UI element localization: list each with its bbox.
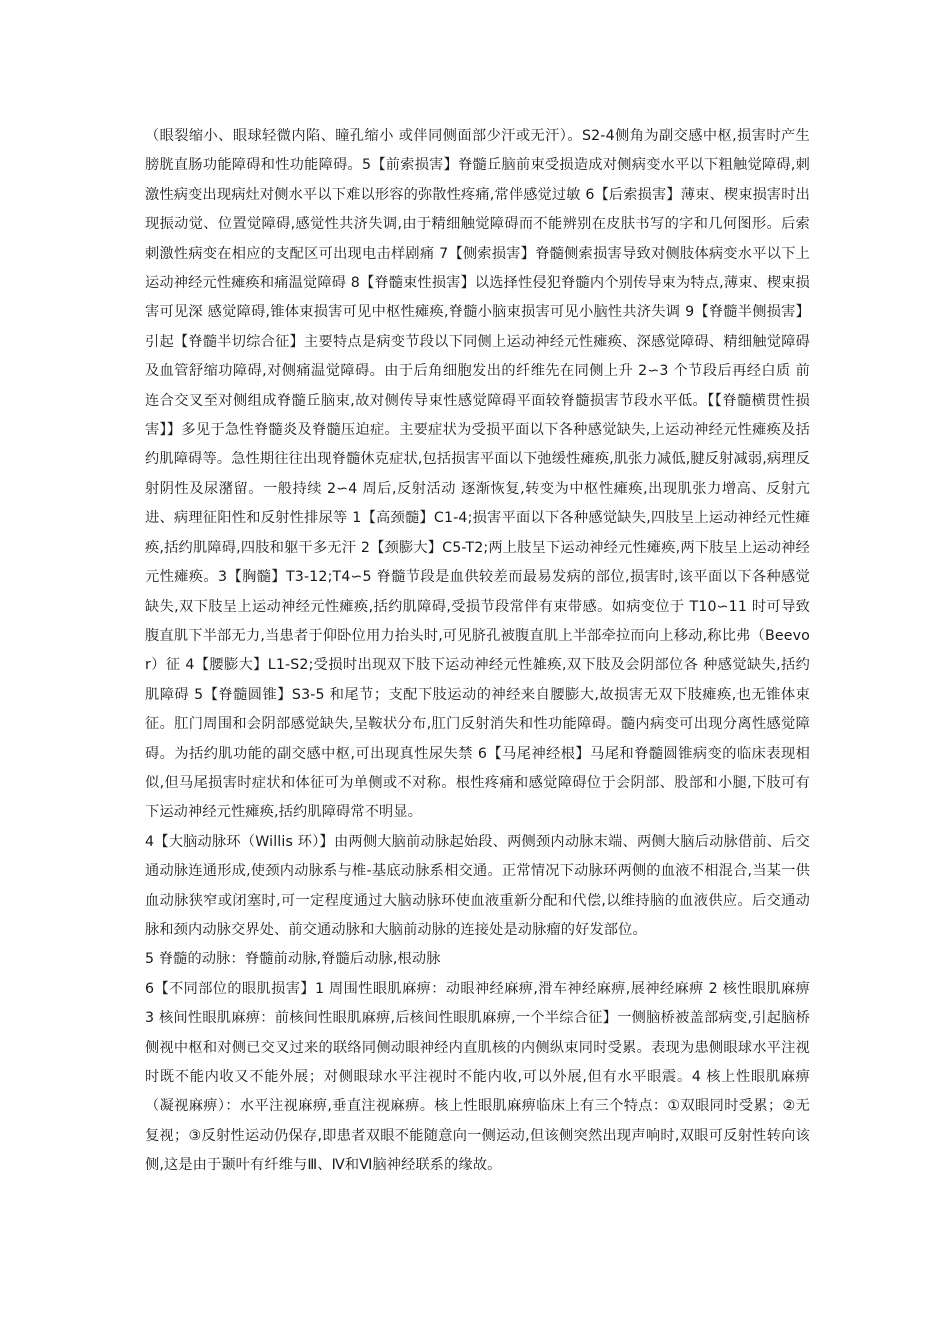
paragraph-eye-muscle-lesions: 6【不同部位的眼肌损害】1 周围性眼肌麻痹：动眼神经麻痹,滑车神经麻痹,展神经麻痹 2 核性眼肌麻痹 3 核间性眼肌麻痹：前核间性眼肌麻痹,后核间性眼肌麻痹,一个半综合征】一侧脑桥被盖部病变,引起脑桥侧视中枢和对侧已交叉过来的联络同侧动眼神经内直肌核的内侧纵束同时受累。表现为患侧眼球水平注视时既不能内收又不能外展；对侧眼球水平注视时不能内收,可以外展,但有水平眼震。4 核上性眼肌麻痹（凝视麻痹）：水平注视麻痹,垂直注视麻痹。核上性眼肌麻痹临床上有三个特点：①双眼同时受累；②无复视；③反射性运动仍保存,即患者双眼不能随意向一侧运动,但该侧突然出现声响时,双眼可反射性转向该侧,这是由于颞叶有纤维与Ⅲ、Ⅳ和Ⅵ脑神经联系的缘故。 [145, 980, 810, 1174]
paragraph-spinal-cord-lesions: （眼裂缩小、眼球轻微内陷、瞳孔缩小 或伴同侧面部少汗或无汗）。S2-4侧角为副交感中枢,损害时产生膀胱直肠功能障碍和性功能障碍。5【前索损害】脊髓丘脑前束受损造成对侧病变水平以下粗触觉障碍,刺激性病变出现病灶对侧水平以下难以形容的弥散性疼痛,常伴感觉过敏 6【后索损害】薄束、楔束损害时出现振动觉、位置觉障碍,感觉性共济失调,由于精细触觉障碍而不能辨别在皮肤书写的字和几何图形。后索刺激性病变在相应的支配区可出现电击样剧痛 7【侧索损害】脊髓侧索损害导致对侧肢体病变水平以下上运动神经元性瘫痪和痛温觉障碍 8【脊髓束性损害】以选择性侵犯脊髓内个别传导束为特点,薄束、楔束损害可见深 感觉障碍,锥体束损害可见中枢性瘫痪,脊髓小脑束损害可见小脑性共济失调 9【脊髓半侧损害】引起【脊髓半切综合征】主要特点是病变节段以下同侧上运动神经元性瘫痪、深感觉障碍、精细触觉障碍及血管舒缩功障碍,对侧痛温觉障碍。由于后角细胞发出的纤维先在同侧上升 2∽3 个节段后再经白质 前连合交叉至对侧组成脊髓丘脑束,故对侧传导束性感觉障碍平面较脊髓损害节段水平低。【【脊髓横贯性损害】】多见于急性脊髓炎及脊髓压迫症。主要症状为受损平面以下各种感觉缺失,上运动神经元性瘫痪及括约肌障碍等。急性期往往出现脊髓休克症状,包括损害平面以下弛缓性瘫痪,肌张力减低,腱反射减弱,病理反射阴性及尿潴留。一般持续 2∽4 周后,反射活动 逐渐恢复,转变为中枢性瘫痪,出现肌张力增高、反射亢进、病理征阳性和反射性排尿等 1【高颈髓】C1-4;损害平面以下各种感觉缺失,四肢呈上运动神经元性瘫痪,括约肌障碍,四肢和躯干多无汗 2【颈膨大】C5-T2;两上肢呈下运动神经元性瘫痪,两下肢呈上运动神经元性瘫痪。3【胸髓】T3-12;T4∽5 脊髓节段是血供较差而最易发病的部位,损害时,该平面以下各种感觉缺失,双下肢呈上运动神经元性瘫痪,括约肌障碍,受损节段常伴有束带感。如病变位于 T10∽11 时可导致腹直肌下半部无力,当患者于仰卧位用力抬头时,可见脐孔被腹直肌上半部牵拉而向上移动,称比弗（Beevor）征 4【腰膨大】L1-S2;受损时出现双下肢下运动神经元性雑痪,双下肢及会阴部位各 种感觉缺失,括约肌障碍 5【脊髓圆锥】S3-5 和尾节；支配下肢运动的神经来自腰膨大,故损害无双下肢瘫痪,也无锥体束征。肛门周围和会阴部感觉缺失,呈鞍状分布,肛门反射消失和性功能障碍。髓内病变可出现分离性感觉障碍。为括约肌功能的副交感中枢,可出现真性尿失禁 6【马尾神经根】马尾和脊髓圆锥病变的临床表现相似,但马尾损害时症状和体征可为单侧或不对称。根性疼痛和感觉障碍位于会阴部、股部和小腿,下肢可有下运动神经元性瘫痪,括约肌障碍常不明显。 [145, 128, 810, 821]
paragraph-spinal-arteries: 5 脊髓的动脉：脊髓前动脉,脊髓后动脉,根动脉 [145, 951, 441, 968]
document-page [145, 122, 810, 1181]
paragraph-willis-circle: 4【大脑动脉环（Willis 环）】由两侧大脑前动脉起始段、两侧颈内动脉末端、两侧大脑后动脉借前、后交通动脉连通形成,使颈内动脉系与椎-基底动脉系相交通。正常情况下动脉环两侧的血液不相混合,当某一供血动脉狭窄或闭塞时,可一定程度通过大脑动脉环使血液重新分配和代偿,以维持脑的血液供应。后交通动脉和颈内动脉交界处、前交通动脉和大脑前动脉的连接处是动脉瘤的好发部位。 [145, 833, 810, 938]
